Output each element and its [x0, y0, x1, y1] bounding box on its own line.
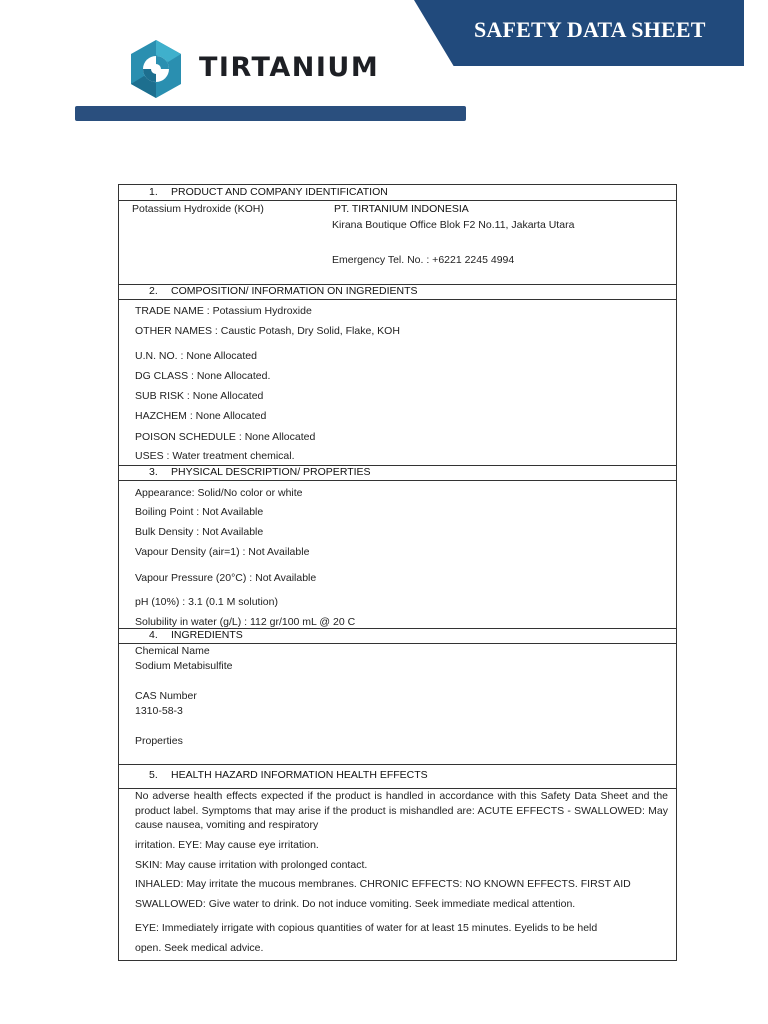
emergency-phone: Emergency Tel. No. : +6221 2245 4994 [332, 254, 515, 266]
header-underline-bar [75, 106, 466, 121]
section-number: 2. [149, 285, 158, 297]
document-title: SAFETY DATA SHEET [474, 17, 706, 42]
section-title: PHYSICAL DESCRIPTION/ PROPERTIES [171, 466, 371, 478]
ingredient-line: 1310-58-3 [135, 705, 183, 717]
health-line: SKIN: May cause irritation with prolonged contact. [135, 859, 368, 871]
property-line: Vapour Pressure (20°C) : Not Available [135, 572, 317, 584]
section-number: 1. [149, 186, 158, 198]
ingredient-line: Properties [135, 735, 183, 747]
property-line: Vapour Density (air=1) : Not Available [135, 546, 310, 558]
property-line: Solubility in water (g/L) : 112 gr/100 mL @ 20 C [135, 616, 356, 628]
composition-line: POISON SCHEDULE : None Allocated [135, 431, 316, 443]
ingredient-line: CAS Number [135, 690, 197, 702]
health-line: INHALED: May irritate the mucous membranes. CHRONIC EFFECTS: NO KNOWN EFFECTS. FIRST AID [135, 878, 631, 890]
section-title: INGREDIENTS [171, 629, 243, 641]
property-line: pH (10%) : 3.1 (0.1 M solution) [135, 596, 278, 608]
composition-line: DG CLASS : None Allocated. [135, 370, 271, 382]
section-3-header [119, 465, 676, 481]
health-effects-paragraph: No adverse health effects expected if the product is handled in accordance with this Safety Data Sheet and the product label. Symptoms that may arise if the product is mishandled are: ACUTE EFFECTS - SWALLOWED: May cause nausea, vomiting and respiratory [135, 790, 668, 831]
property-line: Boiling Point : Not Available [135, 506, 264, 518]
section-number: 4. [149, 629, 158, 641]
composition-line: OTHER NAMES : Caustic Potash, Dry Solid, Flake, KOH [135, 325, 400, 337]
section-title: PRODUCT AND COMPANY IDENTIFICATION [171, 186, 388, 198]
section-number: 3. [149, 466, 158, 478]
company-name: PT. TIRTANIUM INDONESIA [334, 203, 469, 215]
section-2-header [119, 284, 676, 300]
section-number: 5. [149, 769, 158, 781]
health-line: irritation. EYE: May cause eye irritation. [135, 839, 319, 851]
company-address: Kirana Boutique Office Blok F2 No.11, Jakarta Utara [332, 219, 575, 231]
health-line: SWALLOWED: Give water to drink. Do not induce vomiting. Seek immediate medical attention. [135, 898, 576, 910]
property-line: Bulk Density : Not Available [135, 526, 264, 538]
section-title: HEALTH HAZARD INFORMATION HEALTH EFFECTS [171, 769, 428, 781]
composition-line: U.N. NO. : None Allocated [135, 350, 257, 362]
section-1-header [119, 185, 676, 201]
tirtanium-logo-icon [128, 38, 184, 100]
section-5-header [119, 764, 676, 789]
section-4-header [119, 628, 676, 644]
composition-line: HAZCHEM : None Allocated [135, 410, 267, 422]
composition-line: USES : Water treatment chemical. [135, 450, 295, 462]
sds-table [118, 184, 677, 961]
composition-line: TRADE NAME : Potassium Hydroxide [135, 305, 312, 317]
brand-name: TIRTANIUM [199, 52, 380, 83]
ingredient-line: Sodium Metabisulfite [135, 660, 233, 672]
ingredient-line: Chemical Name [135, 645, 210, 657]
product-name: Potassium Hydroxide (KOH) [132, 203, 264, 215]
composition-line: SUB RISK : None Allocated [135, 390, 264, 402]
health-line: open. Seek medical advice. [135, 942, 264, 954]
health-line: EYE: Immediately irrigate with copious quantities of water for at least 15 minutes. Eyelids to be held [135, 922, 598, 934]
section-title: COMPOSITION/ INFORMATION ON INGREDIENTS [171, 285, 418, 297]
property-line: Appearance: Solid/No color or white [135, 487, 303, 499]
